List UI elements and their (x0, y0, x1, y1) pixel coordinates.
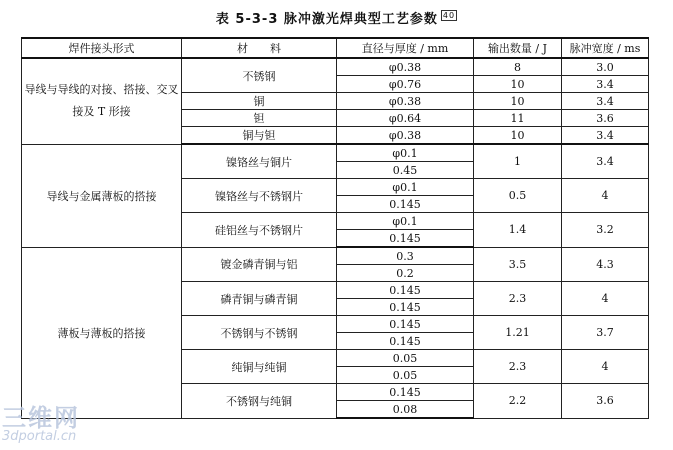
material-cell: 镍铬丝与铜片 (182, 144, 337, 179)
material-cell: 钽 (182, 110, 337, 127)
watermark-logo-text: 三维网 (2, 404, 80, 432)
dimension-cell: 0.145 (337, 316, 474, 333)
pulse-cell: 3.6 (562, 110, 649, 127)
material-cell: 镀金磷青铜与铝 (182, 247, 337, 282)
dimension-cell: 0.145 (337, 196, 474, 213)
dimension-cell: 0.08 (337, 401, 474, 419)
pulse-cell: 3.4 (562, 127, 649, 145)
pulse-cell: 3.0 (562, 58, 649, 76)
material-cell: 铜 (182, 93, 337, 110)
header-material: 材 料 (182, 38, 337, 58)
joint-type-cell: 导线与导线的对接、搭接、交叉接及 T 形接 (22, 58, 182, 144)
pulse-cell: 3.4 (562, 76, 649, 93)
watermark-url: 3dportal.cn (2, 429, 77, 444)
dimension-cell: 0.05 (337, 350, 474, 367)
pulse-cell: 4 (562, 179, 649, 213)
header-energy: 输出数量 / J (474, 38, 562, 58)
material-cell: 磷青铜与磷青铜 (182, 282, 337, 316)
dimension-cell: φ0.38 (337, 127, 474, 145)
energy-cell: 3.5 (474, 247, 562, 282)
dimension-cell: φ0.38 (337, 58, 474, 76)
energy-cell: 2.3 (474, 282, 562, 316)
table-row (22, 144, 649, 162)
dimension-cell: 0.145 (337, 384, 474, 401)
pulse-cell: 3.7 (562, 316, 649, 350)
material-cell: 硅铝丝与不锈钢片 (182, 213, 337, 248)
table-row (22, 247, 649, 265)
energy-cell: 0.5 (474, 179, 562, 213)
energy-cell: 10 (474, 93, 562, 110)
pulse-cell: 4.3 (562, 247, 649, 282)
material-cell: 纯铜与纯铜 (182, 350, 337, 384)
material-cell: 不锈钢与纯铜 (182, 384, 337, 419)
energy-cell: 1 (474, 144, 562, 179)
pulse-cell: 3.4 (562, 93, 649, 110)
header-joint-type: 焊件接头形式 (22, 38, 182, 58)
dimension-cell: φ0.76 (337, 76, 474, 93)
header-dimension: 直径与厚度 / mm (337, 38, 474, 58)
energy-cell: 11 (474, 110, 562, 127)
table-row (22, 58, 649, 76)
energy-cell: 10 (474, 127, 562, 145)
header-row (22, 38, 649, 58)
joint-type-cell: 导线与金属薄板的搭接 (22, 144, 182, 247)
pulse-cell: 3.6 (562, 384, 649, 419)
energy-cell: 2.3 (474, 350, 562, 384)
material-cell: 铜与钽 (182, 127, 337, 145)
dimension-cell: 0.145 (337, 333, 474, 350)
joint-type-cell: 薄板与薄板的搭接 (22, 247, 182, 418)
table-title-text: 表 5-3-3 脉冲激光焊典型工艺参数 (215, 12, 438, 27)
material-cell: 镍铬丝与不锈钢片 (182, 179, 337, 213)
pulse-cell: 4 (562, 350, 649, 384)
material-cell: 不锈钢 (182, 58, 337, 93)
dimension-cell: φ0.1 (337, 213, 474, 230)
energy-cell: 10 (474, 76, 562, 93)
dimension-cell: φ0.1 (337, 179, 474, 196)
parameter-table (21, 37, 649, 419)
pulse-cell: 3.4 (562, 144, 649, 179)
dimension-cell: 0.45 (337, 162, 474, 179)
dimension-cell: 0.05 (337, 367, 474, 384)
dimension-cell: 0.145 (337, 230, 474, 248)
reference-mark: 40 (442, 10, 456, 20)
dimension-cell: φ0.64 (337, 110, 474, 127)
energy-cell: 2.2 (474, 384, 562, 419)
dimension-cell: 0.145 (337, 282, 474, 299)
dimension-cell: 0.145 (337, 299, 474, 316)
dimension-cell: φ0.1 (337, 144, 474, 162)
table-title (0, 8, 673, 27)
energy-cell: 1.21 (474, 316, 562, 350)
pulse-cell: 4 (562, 282, 649, 316)
pulse-cell: 3.2 (562, 213, 649, 248)
dimension-cell: φ0.38 (337, 93, 474, 110)
header-pulse-width: 脉冲宽度 / ms (562, 38, 649, 58)
dimension-cell: 0.2 (337, 265, 474, 282)
material-cell: 不锈钢与不锈钢 (182, 316, 337, 350)
energy-cell: 1.4 (474, 213, 562, 248)
dimension-cell: 0.3 (337, 247, 474, 265)
energy-cell: 8 (474, 58, 562, 76)
